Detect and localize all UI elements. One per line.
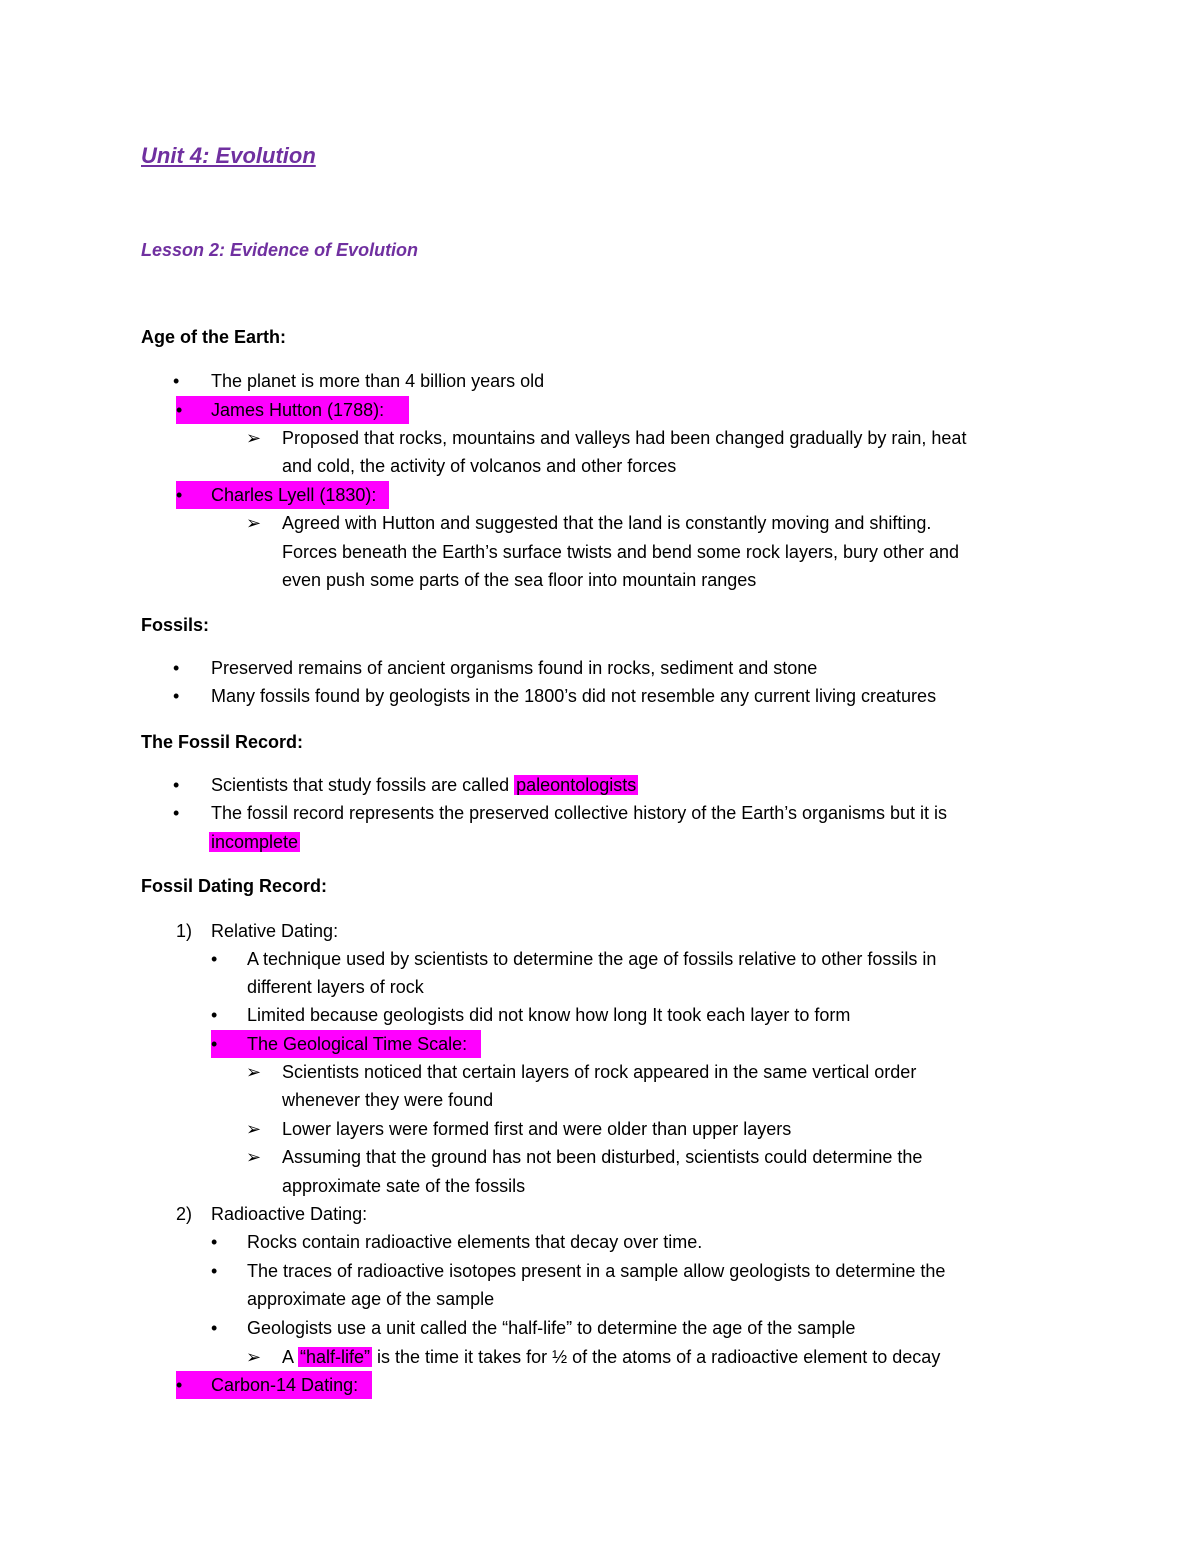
bullet-icon: • <box>173 658 180 678</box>
list-item-continued <box>211 828 300 856</box>
section-heading-fossils: Fossils: <box>141 615 210 635</box>
arrow-bullet-icon: ➢ <box>246 1147 262 1167</box>
sub-list-item-continued: whenever they were found <box>282 1090 494 1110</box>
list-item-highlighted: James Hutton (1788): <box>211 400 385 420</box>
sub-list-item: Assuming that the ground has not been disturbed, scientists could determine the <box>282 1147 923 1167</box>
sub-list-item-continued: Forces beneath the Earth’s surface twists and bend some rock layers, bury other and <box>282 542 960 562</box>
list-number: 2) <box>176 1204 193 1224</box>
numbered-item: Relative Dating: <box>211 921 339 941</box>
sub-list-item-text: is the time it takes for ½ of the atoms of a radioactive element to decay <box>372 1347 941 1367</box>
sub-list-item: Scientists noticed that certain layers of rock appeared in the same vertical order <box>282 1062 917 1082</box>
bullet-icon: • <box>173 775 180 795</box>
sub-list-item: Lower layers were formed first and were older than upper layers <box>282 1119 792 1139</box>
highlighted-term: “half-life” <box>300 1347 371 1367</box>
arrow-bullet-icon: ➢ <box>246 513 262 533</box>
sub-list-item <box>282 1343 940 1371</box>
section-heading-dating: Fossil Dating Record: <box>141 876 328 896</box>
bullet-icon: • <box>176 400 183 420</box>
arrow-bullet-icon: ➢ <box>246 1062 262 1082</box>
bullet-icon: • <box>211 1318 218 1338</box>
list-item-text: Scientists that study fossils are called <box>211 775 515 795</box>
bullet-icon: • <box>211 1232 218 1252</box>
highlighted-term: incomplete <box>211 832 299 852</box>
list-item-continued: different layers of rock <box>247 977 424 997</box>
list-item: Limited because geologists did not know how long It took each layer to form <box>247 1005 851 1025</box>
bullet-icon: • <box>173 686 180 706</box>
bullet-icon: • <box>173 803 180 823</box>
list-item-highlighted: Carbon-14 Dating: <box>211 1375 359 1395</box>
unit-title: Unit 4: Evolution <box>141 143 316 168</box>
lesson-title: Lesson 2: Evidence of Evolution <box>141 240 419 260</box>
sub-list-item-continued: approximate sate of the fossils <box>282 1176 526 1196</box>
bullet-icon: • <box>176 1375 183 1395</box>
list-item <box>211 771 638 799</box>
sub-list-item: Proposed that rocks, mountains and valleys had been changed gradually by rain, heat <box>282 428 967 448</box>
list-item: The fossil record represents the preserved collective history of the Earth’s organisms but it is <box>211 803 947 823</box>
section-heading-age: Age of the Earth: <box>141 327 287 347</box>
numbered-item: Radioactive Dating: <box>211 1204 368 1224</box>
bullet-icon: • <box>176 485 183 505</box>
arrow-bullet-icon: ➢ <box>246 1119 262 1139</box>
list-item-highlighted: Charles Lyell (1830): <box>211 485 377 505</box>
arrow-bullet-icon: ➢ <box>246 1347 262 1367</box>
arrow-bullet-icon: ➢ <box>246 428 262 448</box>
bullet-icon: • <box>211 1005 218 1025</box>
list-item: A technique used by scientists to determine the age of fossils relative to other fossils in <box>247 949 937 969</box>
sub-list-item-continued: even push some parts of the sea floor into mountain ranges <box>282 570 757 590</box>
list-item-continued: approximate age of the sample <box>247 1289 495 1309</box>
sub-list-item: Agreed with Hutton and suggested that the land is constantly moving and shifting. <box>282 513 932 533</box>
section-heading-fossil-record: The Fossil Record: <box>141 732 304 752</box>
sub-list-item-text: A <box>282 1347 299 1367</box>
bullet-icon: • <box>211 1034 218 1054</box>
list-item-highlighted: The Geological Time Scale: <box>247 1034 468 1054</box>
list-item: The traces of radioactive isotopes present in a sample allow geologists to determine the <box>247 1261 946 1281</box>
list-item: Preserved remains of ancient organisms found in rocks, sediment and stone <box>211 658 818 678</box>
list-item: Rocks contain radioactive elements that decay over time. <box>247 1232 703 1252</box>
bullet-icon: • <box>211 949 218 969</box>
highlighted-term: paleontologists <box>516 775 637 795</box>
list-item: Many fossils found by geologists in the 1800’s did not resemble any current living creatures <box>211 686 937 706</box>
bullet-icon: • <box>211 1261 218 1281</box>
list-item: The planet is more than 4 billion years old <box>211 371 545 391</box>
bullet-icon: • <box>173 371 180 391</box>
sub-list-item-continued: and cold, the activity of volcanos and other forces <box>282 456 677 476</box>
list-number: 1) <box>176 921 193 941</box>
list-item: Geologists use a unit called the “half-life” to determine the age of the sample <box>247 1318 856 1338</box>
